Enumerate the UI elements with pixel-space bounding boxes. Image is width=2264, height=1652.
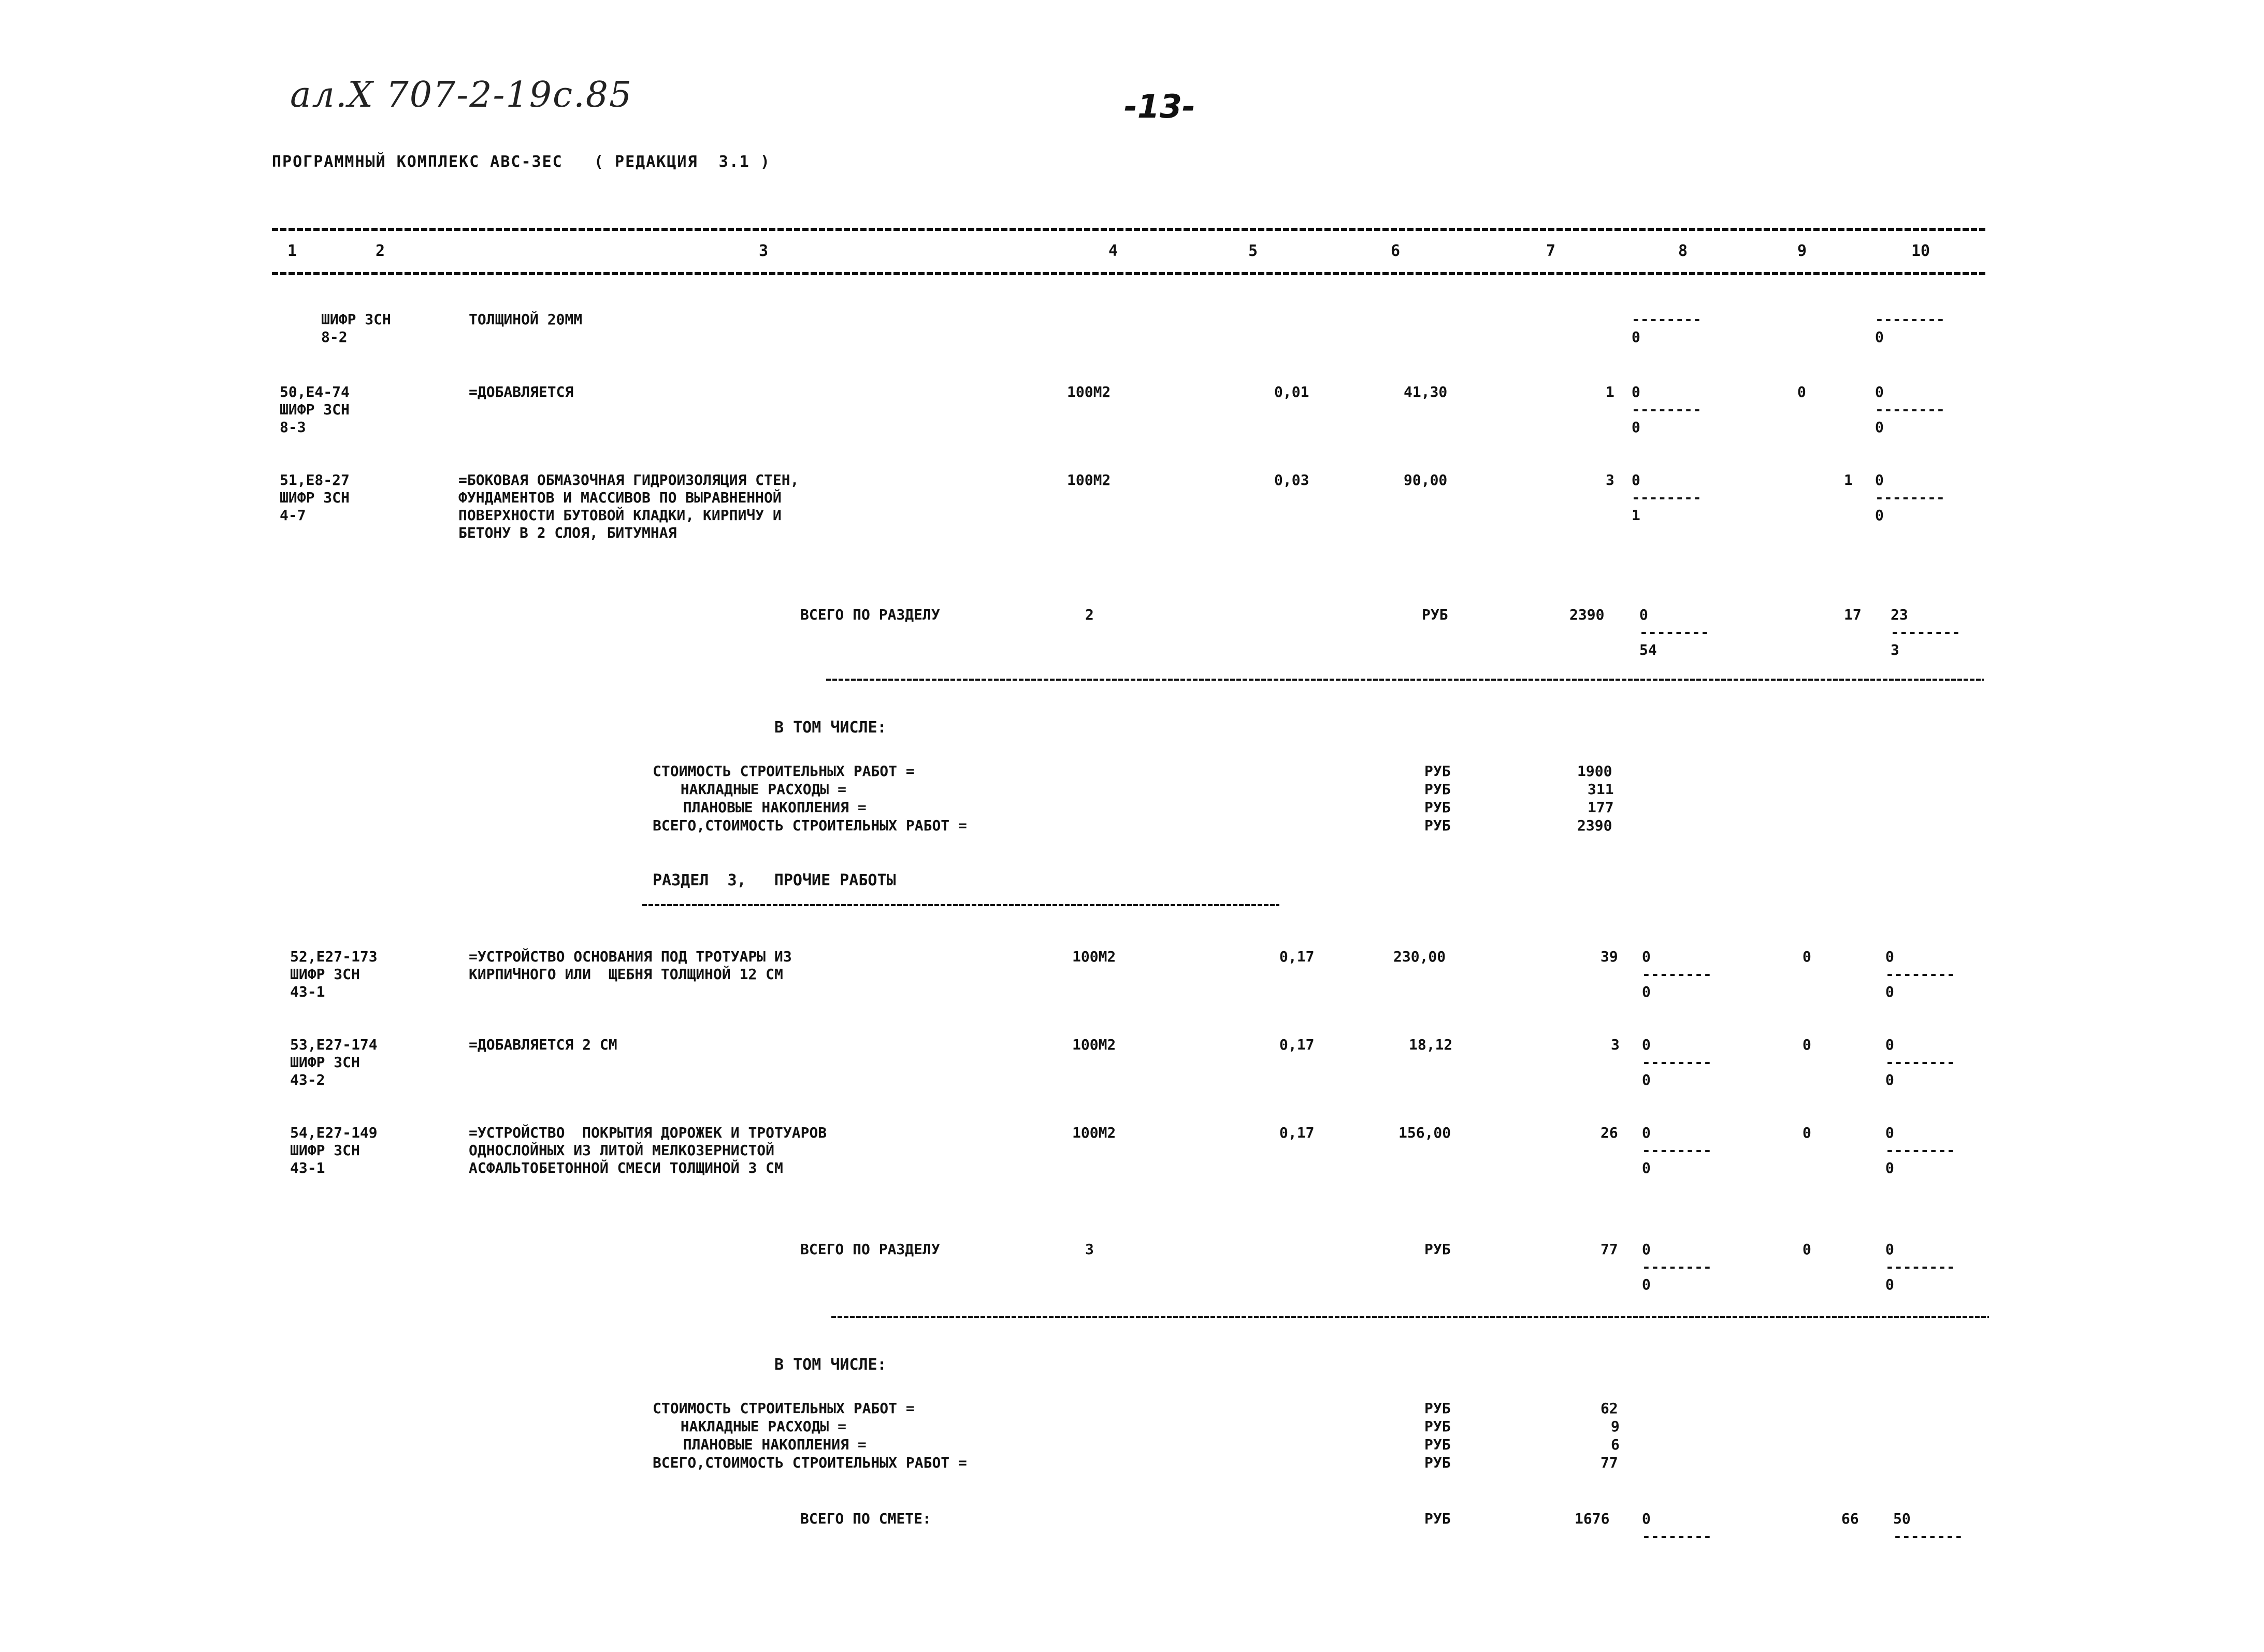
column-header-5: 5 [1248, 242, 1258, 260]
row-quantity: 0,03 [1274, 471, 1309, 489]
grand-total-col9: 66 [1841, 1510, 1859, 1527]
breakdown-line-value: 6 [1611, 1436, 1620, 1453]
column-header-3: 3 [759, 242, 769, 260]
row-col8: 0 -------- 0 [1632, 383, 1701, 436]
row-code: ШИФР ЗСН 8-2 [321, 311, 391, 346]
breakdown-line-unit: РУБ [1424, 1400, 1451, 1417]
breakdown-line-value: 311 [1588, 781, 1614, 798]
header-rule-bottom [272, 272, 1986, 275]
row-description: =ДОБАВЛЯЕТСЯ 2 СМ [469, 1036, 617, 1053]
row-col9: 0 [1797, 383, 1806, 400]
column-header-1: 1 [287, 242, 297, 260]
grand-total-col7: 1676 [1575, 1510, 1610, 1527]
row-quantity: 0,17 [1279, 1124, 1315, 1141]
row-col8: 0 -------- 0 [1642, 1124, 1712, 1176]
row-unit: 100М2 [1072, 1124, 1116, 1141]
breakdown-line-unit: РУБ [1424, 1454, 1451, 1471]
section-total-number: 3 [1085, 1241, 1094, 1258]
column-header-9: 9 [1797, 242, 1807, 260]
column-header-4: 4 [1108, 242, 1118, 260]
column-header-7: 7 [1546, 242, 1556, 260]
section-divider [831, 1316, 1989, 1318]
section-total-col7: 77 [1600, 1241, 1618, 1258]
row-price: 230,00 [1393, 948, 1446, 965]
breakdown-line-value: 1900 [1577, 763, 1612, 780]
section-total-col9: 17 [1844, 606, 1862, 623]
row-quantity: 0,17 [1279, 1036, 1315, 1053]
section-divider [826, 679, 1984, 681]
section-total-col10: 23 -------- 3 [1891, 606, 1960, 658]
row-col7: 1 [1606, 383, 1614, 400]
breakdown-line-unit: РУБ [1424, 781, 1451, 798]
grand-total-col8: 0 -------- [1642, 1510, 1712, 1545]
column-header-2: 2 [376, 242, 385, 260]
row-col10: 0 -------- 0 [1875, 471, 1945, 524]
row-code: 54,Е27-149 ШИФР ЗСН 43-1 [290, 1124, 378, 1176]
section-total-col8: 0 -------- 54 [1639, 606, 1709, 658]
row-description: =УСТРОЙСТВО ОСНОВАНИЯ ПОД ТРОТУАРЫ ИЗ КИРПИЧНОГО ИЛИ ЩЕБНЯ ТОЛЩИНОЙ 12 СМ [469, 948, 792, 983]
grand-total-label: ВСЕГО ПО СМЕТЕ: [800, 1510, 931, 1527]
page-number: -13- [1124, 88, 1195, 125]
row-code: 53,Е27-174 ШИФР ЗСН 43-2 [290, 1036, 378, 1088]
section-total-col9: 0 [1802, 1241, 1811, 1258]
row-price: 156,00 [1398, 1124, 1451, 1141]
program-title: ПРОГРАММНЫЙ КОМПЛЕКС АВС-ЗЕС ( РЕДАКЦИЯ 3.1 ) [272, 153, 771, 171]
row-description: =ДОБАВЛЯЕТСЯ [469, 383, 574, 400]
breakdown-line-label: СТОИМОСТЬ СТРОИТЕЛЬНЫХ РАБОТ = [653, 1400, 915, 1417]
row-price: 18,12 [1409, 1036, 1453, 1053]
row-col7: 3 [1606, 471, 1614, 489]
row-col10: 0 -------- 0 [1885, 948, 1955, 1000]
breakdown-line-label: НАКЛАДНЫЕ РАСХОДЫ = [663, 781, 847, 798]
grand-total-unit: РУБ [1424, 1510, 1451, 1527]
section-total-label: ВСЕГО ПО РАЗДЕЛУ [800, 1241, 940, 1258]
breakdown-line-value: 9 [1611, 1418, 1620, 1435]
row-col9: 0 [1802, 948, 1811, 965]
column-header-6: 6 [1391, 242, 1401, 260]
section-total-col10: 0 -------- 0 [1885, 1241, 1955, 1293]
row-unit: 100М2 [1072, 1036, 1116, 1053]
breakdown-line-unit: РУБ [1424, 1436, 1451, 1453]
breakdown-line-value: 177 [1588, 799, 1614, 816]
row-col10: 0 -------- 0 [1885, 1036, 1955, 1088]
breakdown-line-label: СТОИМОСТЬ СТРОИТЕЛЬНЫХ РАБОТ = [653, 763, 915, 780]
grand-total-col10: 50 -------- [1893, 1510, 1963, 1545]
row-quantity: 0,01 [1274, 383, 1309, 400]
breakdown-line-unit: РУБ [1424, 799, 1451, 816]
section-total-unit: РУБ [1424, 1241, 1451, 1258]
breakdown-line-label: НАКЛАДНЫЕ РАСХОДЫ = [663, 1418, 847, 1435]
row-col10: -------- 0 [1875, 311, 1945, 346]
breakdown-line-value: 77 [1600, 1454, 1618, 1471]
section-title-underline [642, 904, 1279, 906]
row-code: 51,Е8-27 ШИФР ЗСН 4-7 [280, 471, 350, 524]
row-price: 90,00 [1404, 471, 1448, 489]
breakdown-line-label: ВСЕГО,СТОИМОСТЬ СТРОИТЕЛЬНЫХ РАБОТ = [653, 817, 967, 834]
section-total-col7: 2390 [1569, 606, 1605, 623]
row-col7: 3 [1611, 1036, 1620, 1053]
row-col7: 26 [1600, 1124, 1618, 1141]
row-code: 52,Е27-173 ШИФР ЗСН 43-1 [290, 948, 378, 1000]
row-col9: 0 [1802, 1124, 1811, 1141]
section-total-label: ВСЕГО ПО РАЗДЕЛУ [800, 606, 940, 623]
breakdown-line-label: ВСЕГО,СТОИМОСТЬ СТРОИТЕЛЬНЫХ РАБОТ = [653, 1454, 967, 1471]
breakdown-line-unit: РУБ [1424, 1418, 1451, 1435]
row-col8: -------- 0 [1632, 311, 1701, 346]
row-unit: 100М2 [1067, 383, 1111, 400]
column-header-10: 10 [1911, 242, 1930, 260]
row-code: 50,Е4-74 ШИФР ЗСН 8-3 [280, 383, 350, 436]
section-title: РАЗДЕЛ 3, ПРОЧИЕ РАБОТЫ [653, 871, 896, 889]
breakdown-line-value: 62 [1600, 1400, 1618, 1417]
row-col8: 0 -------- 0 [1642, 948, 1712, 1000]
row-col7: 39 [1600, 948, 1618, 965]
section-total-unit: РУБ [1422, 606, 1448, 623]
row-col9: 1 [1844, 471, 1853, 489]
breakdown-line-value: 2390 [1577, 817, 1612, 834]
section-total-col8: 0 -------- 0 [1642, 1241, 1712, 1293]
row-col9: 0 [1802, 1036, 1811, 1053]
row-price: 41,30 [1404, 383, 1448, 400]
breakdown-heading: В ТОМ ЧИСЛЕ: [774, 719, 887, 737]
row-col8: 0 -------- 0 [1642, 1036, 1712, 1088]
section-total-number: 2 [1085, 606, 1094, 623]
row-description: =УСТРОЙСТВО ПОКРЫТИЯ ДОРОЖЕК И ТРОТУАРОВ ОДНОСЛОЙНЫХ ИЗ ЛИТОЙ МЕЛКОЗЕРНИСТОЙ АСФАЛЬТОБЕТОННОЙ СМЕСИ ТОЛЩИНОЙ 3 СМ [469, 1124, 827, 1176]
breakdown-line-unit: РУБ [1424, 763, 1451, 780]
row-description: ТОЛЩИНОЙ 20ММ [469, 311, 583, 328]
row-unit: 100М2 [1072, 948, 1116, 965]
row-unit: 100М2 [1067, 471, 1111, 489]
row-quantity: 0,17 [1279, 948, 1315, 965]
document-stamp: ал.Ⅹ 707-2-19с.85 [290, 75, 633, 116]
breakdown-line-unit: РУБ [1424, 817, 1451, 834]
breakdown-line-label: ПЛАНОВЫЕ НАКОПЛЕНИЯ = [666, 799, 867, 816]
row-col10: 0 -------- 0 [1885, 1124, 1955, 1176]
row-col8: 0 -------- 1 [1632, 471, 1701, 524]
breakdown-line-label: ПЛАНОВЫЕ НАКОПЛЕНИЯ = [666, 1436, 867, 1453]
breakdown-heading: В ТОМ ЧИСЛЕ: [774, 1356, 887, 1374]
header-rule-top [272, 228, 1986, 231]
row-col10: 0 -------- 0 [1875, 383, 1945, 436]
row-description: =БОКОВАЯ ОБМАЗОЧНАЯ ГИДРОИЗОЛЯЦИЯ СТЕН, ФУНДАМЕНТОВ И МАССИВОВ ПО ВЫРАВНЕННОЙ ПОВЕРХНОСТИ БУТОВОЙ КЛАДКИ, КИРПИЧУ И БЕТОНУ В 2 СЛОЯ, БИТУМНАЯ [458, 471, 799, 541]
column-header-8: 8 [1678, 242, 1688, 260]
